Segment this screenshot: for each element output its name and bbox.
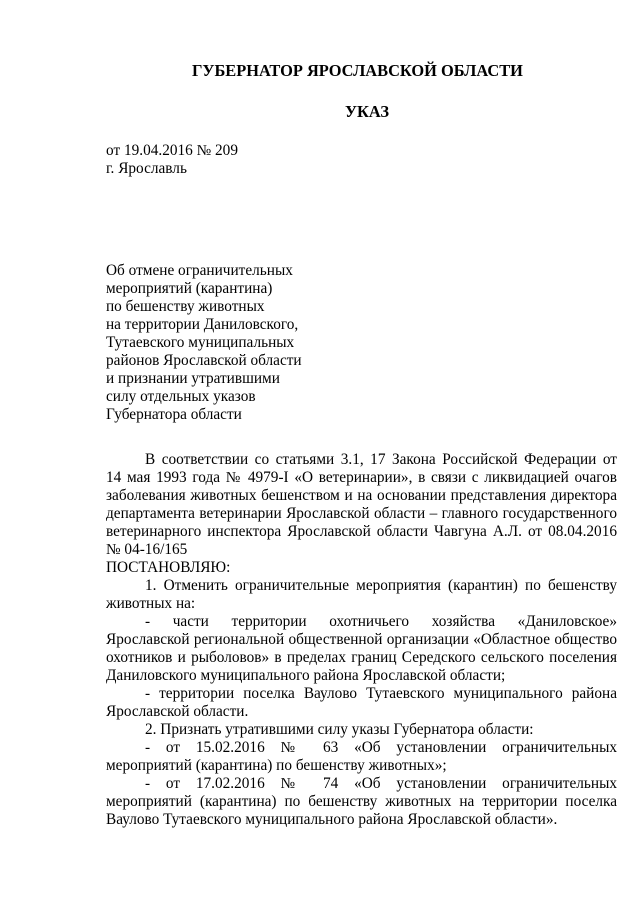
body-line: департамента ветеринарии Ярославской области – главного государственного — [106, 505, 617, 522]
body-line: № 04-16/165 — [106, 541, 188, 558]
body-line: - территории поселка Ваулово Тутаевского муниципального района — [145, 685, 617, 702]
body-line: Ярославской области. — [106, 703, 249, 720]
body-line: Даниловского муниципального района Ярославской области; — [106, 667, 506, 684]
subject-line: районов Ярославской области — [106, 352, 302, 369]
document-type-title: УКАЗ — [345, 102, 389, 121]
body-line: 14 мая 1993 года № 4979-I «О ветеринарии», в связи с ликвидацией очагов — [106, 469, 617, 486]
body-line: Ваулово Тутаевского муниципального района Ярославской области». — [106, 811, 558, 828]
document-authority-title: ГУБЕРНАТОР ЯРОСЛАВСКОЙ ОБЛАСТИ — [192, 61, 523, 80]
body-line: - части территории охотничьего хозяйства «Даниловское» — [145, 613, 617, 630]
body-line: Ярославской региональной общественной организации «Областное общество — [106, 631, 617, 648]
body-line: ветеринарного инспектора Ярославской области Чавгуна А.Л. от 08.04.2016 — [106, 523, 617, 540]
subject-line: мероприятий (карантина) — [106, 280, 273, 297]
subject-line: по бешенству животных — [106, 298, 265, 315]
body-line: В соответствии со статьями 3.1, 17 Закона Российской Федерации от — [145, 451, 617, 468]
document-date-number: от 19.04.2016 № 209 — [106, 142, 238, 159]
document-city: г. Ярославль — [106, 160, 187, 177]
body-line: мероприятий (карантина) по бешенству животных на территории поселка — [106, 793, 617, 810]
subject-line: Губернатора области — [106, 406, 242, 423]
decree-keyword: ПОСТАНОВЛЯЮ: — [106, 559, 231, 576]
body-line: охотников и рыболовов» в пределах границ Середского сельского поселения — [106, 649, 617, 666]
body-line: мероприятий (карантина) по бешенству животных»; — [106, 757, 447, 774]
body-line: - от 17.02.2016 № 74 «Об установлении ограничительных — [145, 775, 617, 792]
subject-line: Об отмене ограничительных — [106, 262, 293, 279]
subject-line: и признании утратившими — [106, 370, 280, 387]
body-line: 1. Отменить ограничительные мероприятия (карантин) по бешенству — [145, 577, 617, 594]
body-line: животных на: — [106, 595, 196, 612]
body-line: 2. Признать утратившими силу указы Губернатора области: — [145, 721, 534, 738]
subject-line: Тутаевского муниципальных — [106, 334, 295, 351]
body-line: заболевания животных бешенством и на основании представления директора — [106, 487, 617, 504]
subject-line: силу отдельных указов — [106, 388, 256, 405]
subject-line: на территории Даниловского, — [106, 316, 299, 333]
body-line: - от 15.02.2016 № 63 «Об установлении ограничительных — [145, 739, 617, 756]
